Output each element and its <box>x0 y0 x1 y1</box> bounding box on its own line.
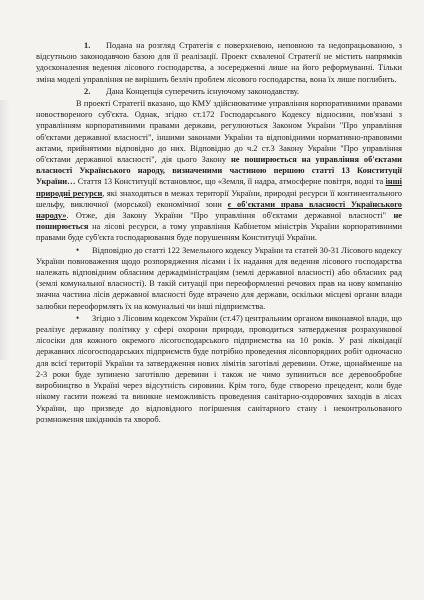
paragraph-3-bold-a: не поширюється на управління об'єктами власності Українського народу, визначеними частиною першою статті 13 Конституції України… <box>36 155 402 187</box>
paragraph-3 <box>36 98 402 244</box>
paragraph-3-text-g: . Отже, дія Закону України "Про управління об'єктами державної власності" <box>66 211 394 221</box>
paragraph-3-text-c: Стаття 13 Конституції встановлює, що «Земля, її надра, атмосферне повітря, водні та <box>75 177 386 187</box>
paragraph-3-underline-a: інші природні ресурси <box>36 177 402 198</box>
paragraph-1-number: 1. <box>84 41 91 50</box>
paragraph-3-text-a: В проекті Стратегії вказано, що КМУ здійснюватиме управління корпоративними правами новоствореного суб'єкта. Однак, згідно ст.172 Господарського Кодексу відносини, пов'язані з управлінням корпоративними правами держави, регулюються Законом України "Про управління об'єктами державної власності", іншими законами України та відповідними нормативно-правовими актами, прийнятими відповідно до них. Відповідно до ч.2 ст.3 Закону України "Про управління об'єктами державної власності", дія цього Закону <box>36 99 402 165</box>
paragraph-2-number: 2. <box>84 86 91 96</box>
paragraph-3-text-i: на лісові ресурси, а тому управління Кабінетом міністрів України корпоративними правами буде суб'єкта господарювання буде порушенням Конституції України. <box>36 222 402 243</box>
paragraph-3-underline-b: є об'єктами права власності Українського народу» <box>36 199 402 221</box>
paragraph-1 <box>36 40 402 85</box>
paragraph-2 <box>36 86 402 97</box>
paragraph-4 <box>36 245 402 312</box>
bullet-icon: • <box>76 312 80 323</box>
paragraph-5 <box>36 313 402 425</box>
paragraph-2-text: Дана Концепція суперечить існуючому законодавству. <box>106 86 300 96</box>
paragraph-5-text: Згідно з Лісовим кодексом України (ст.47) центральним органом виконавчої влади, що реалізує державну політику у сфері охорони природи, проводиться затвердження розрахункової лісосіки для кожного окремого лісогосподарського підприємства на 10 років. У разі ліквідації державних лісогосподарських підприємств буде потрібно проведення лісовпорядних робіт одночасно для всієї території України та затвердження нових лімітів заготівлі деревини. Отже, щонайменше на 2-3 роки буде зупинено заготівлю деревини і також не чимо зупиниться все деревообробне виробництво в Україні через відсутність сировини. Крім того, буде створено прецедент, коли буде нікому гасити пожежі та виникне неможливість проведення санітарно-оздоровчих заходів в лісах України, що призведе до відповідного погіршення санітарного стану і неконтрольованого розмноження шкідників та хвороб. <box>36 313 402 424</box>
bullet-icon: • <box>76 244 80 255</box>
paragraph-1-text: Подана на розгляд Стратегія є поверхневою, неповною та недопрацьованою, з відсутньою законодавчою базою для її реалізації. Проект схваленої Стратегії не містить напрямків удосконалення ведення лісового господарства, а зосередженні лише на його реформуванні. Тільки зміна моделі управління не вирішить безліч проблем лісового господарства, вона їх лише поглибить. <box>36 41 402 84</box>
paragraph-3-text-e: , які знаходяться в межах території України, природні ресурси її континентального шельфу, виключної (морської) економічної зони <box>36 188 402 209</box>
scan-shadow <box>0 100 10 360</box>
paragraph-3-bold-b: не поширюється <box>36 211 402 232</box>
paragraph-4-text: Відповідно до статті 122 Земельного кодексу України та статей 30-31 Лісового кодексу України повноваження щодо розпорядження лісами і їх надання для ведення лісового господарства належать відповідним обласним держадміністраціям (землі державної власності) або обласних рад (землі комунальної власності). В такій ситуації при переоформленні речових прав на нову компанію значна частина лісів державної власності буде втрачено для держави, оскільки місцеві органи влади залюбки переоформлять їх на комунальні чи інші підприємства. <box>36 245 402 311</box>
